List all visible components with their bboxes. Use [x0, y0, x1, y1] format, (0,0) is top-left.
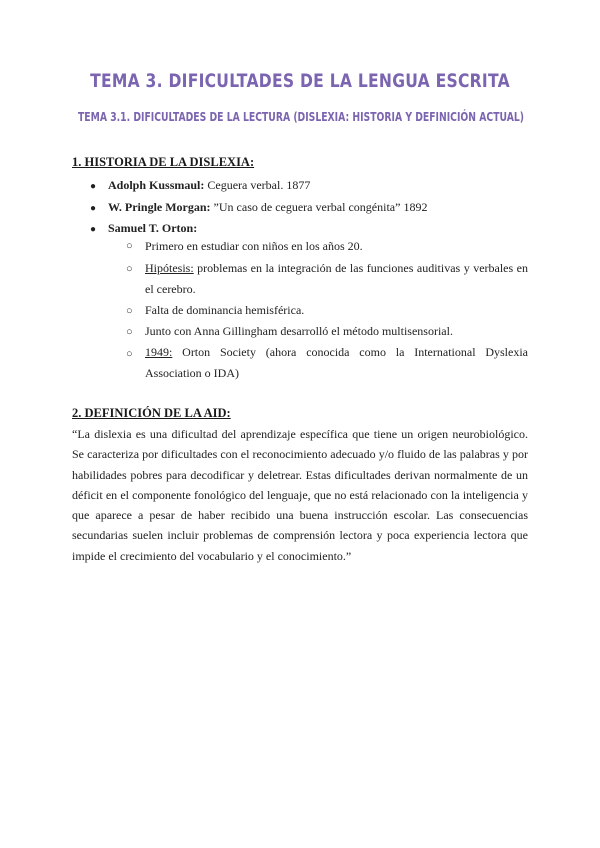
- sublist-item-label: 1949:: [145, 345, 173, 359]
- section-heading-definicion: 2. DEFINICIÓN DE LA AID:: [72, 406, 231, 420]
- bullet-icon: ●: [90, 224, 97, 235]
- list-item-kussmaul: [108, 178, 310, 193]
- hollow-bullet-icon: ○: [126, 263, 133, 275]
- hollow-bullet-icon: ○: [126, 305, 133, 317]
- section-heading-historia: 1. HISTORIA DE LA DISLEXIA:: [72, 155, 255, 169]
- list-item-morgan: [108, 200, 427, 215]
- sublist-item-text: problemas en la integración de las funciones auditivas y verbales en el cerebro.: [145, 261, 528, 296]
- sublist-item: Falta de dominancia hemisférica.: [145, 303, 305, 317]
- sublist-item-1949: [145, 342, 528, 384]
- list-item-orton: [108, 221, 197, 236]
- sublist-item-text: Orton Society (ahora conocida como la International Dyslexia Association o IDA): [145, 345, 528, 380]
- list-item-name: W. Pringle Morgan:: [108, 200, 211, 214]
- bullet-icon: ●: [90, 203, 97, 214]
- sublist-item: Primero en estudiar con niños en los años 20.: [145, 239, 363, 253]
- hollow-bullet-icon: ○: [126, 348, 133, 360]
- list-item-name: Adolph Kussmaul:: [108, 178, 205, 192]
- sublist-item: Junto con Anna Gillingham desarrolló el método multisensorial.: [145, 324, 453, 338]
- hollow-bullet-icon: ○: [126, 240, 133, 252]
- list-item-text: Ceguera verbal. 1877: [204, 178, 311, 192]
- list-item-text: ”Un caso de ceguera verbal congénita” 1892: [210, 200, 428, 214]
- bullet-icon: ●: [90, 181, 97, 192]
- definition-paragraph: “La dislexia es una dificultad del aprendizaje específica que tiene un origen neurobiológico. Se caracteriza por dificultades con el reconocimiento adecuado y/o fluido de las palabras y por habilidades pobres para decodificar y deletrear. Estas dificultades derivan normalmente de un déficit en el componente fonológico del lenguaje, que no está relacionado con la inteligencia y que aparece a pesar de haber recibido una buena instrucción escolar. Las consecuencias secundarias suelen incluir problemas de comprensión lectora y poca experiencia lectora que impide el crecimiento del vocabulario y el conocimiento.”: [72, 427, 528, 563]
- sublist-item-label: Hipótesis:: [145, 261, 194, 275]
- list-item-name: Samuel T. Orton:: [108, 221, 198, 235]
- sublist-item-hipotesis: [145, 258, 528, 300]
- page-subtitle: TEMA 3.1. DIFICULTADES DE LA LECTURA (DISLEXIA: HISTORIA Y DEFINICIÓN ACTUAL): [78, 109, 525, 124]
- hollow-bullet-icon: ○: [126, 326, 133, 338]
- page-title: TEMA 3. DIFICULTADES DE LA LENGUA ESCRITA: [90, 70, 510, 92]
